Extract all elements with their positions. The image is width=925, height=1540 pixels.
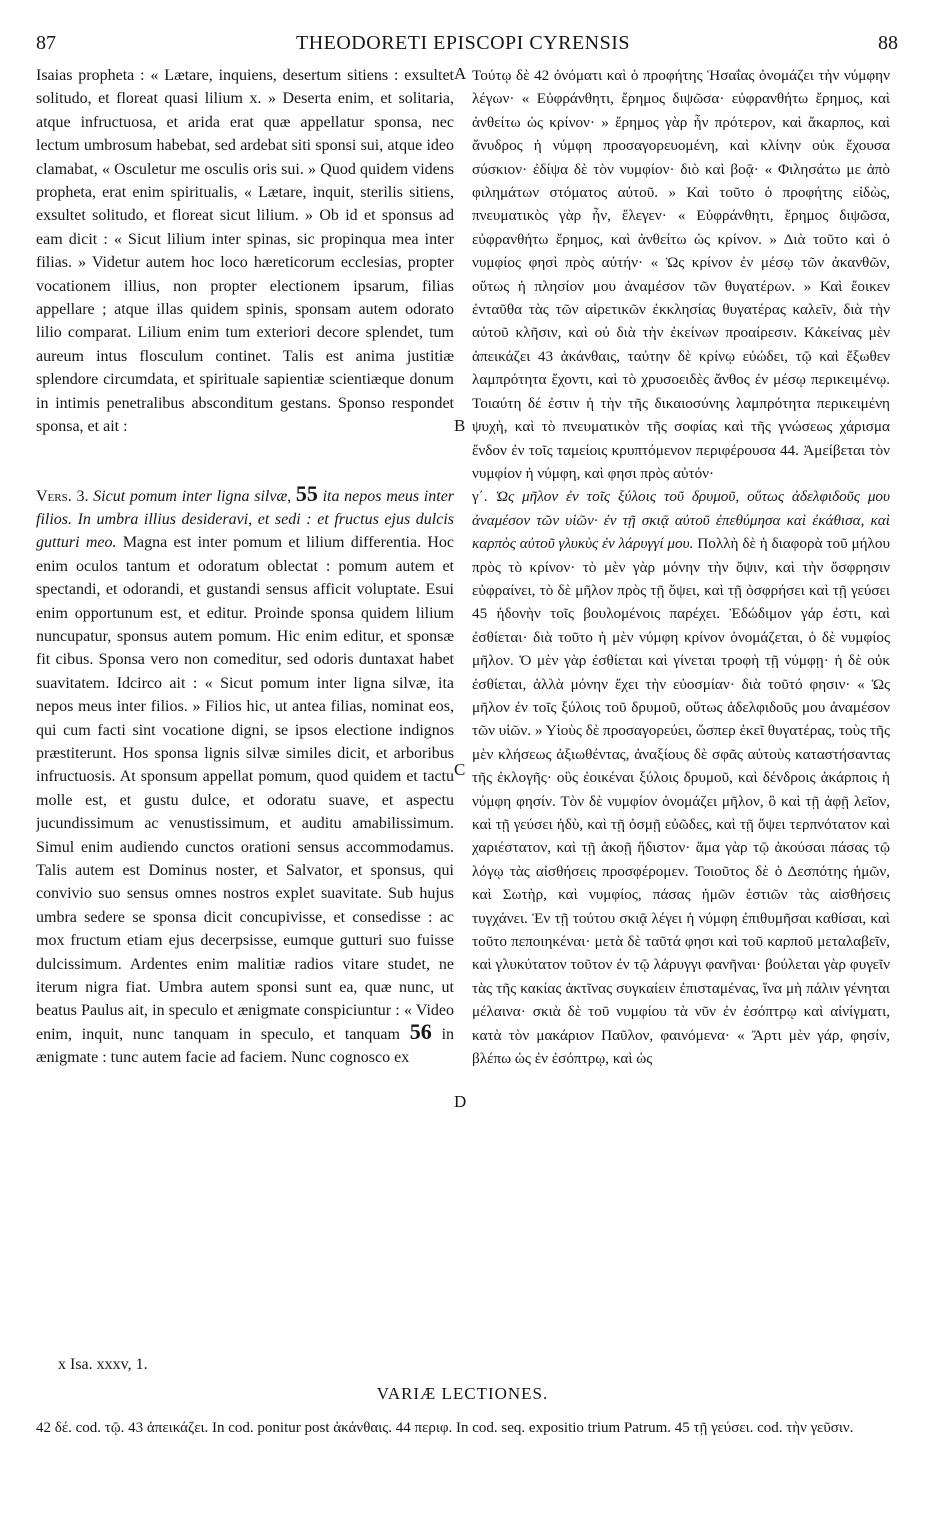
- column-number-55: 55: [295, 480, 318, 506]
- section-marker-c: C: [454, 760, 466, 779]
- running-title: THEODORETI EPISCOPI CYRENSIS: [295, 32, 631, 54]
- variae-lectiones-text: 42 δέ. cod. τῷ. 43 ἀπεικάζει. In cod. ponitur post ἀκάνθαις. 44 περιφ. In cod. seq. expositio trium Patrum. 45 τῇ γεύσει. cod. τὴν γεῦσιν.: [36, 1420, 854, 1436]
- running-header: [28, 32, 898, 62]
- section-markers: [452, 64, 472, 1354]
- greek-verse-paragraph: [472, 485, 890, 1070]
- greek-column: [472, 64, 890, 1354]
- section-marker-d: D: [454, 1092, 467, 1111]
- section-marker-b: B: [454, 416, 466, 435]
- latin-commentary-end: in ænigmate : tunc autem facie ad faciem. Nunc cognosco ex: [36, 1025, 454, 1067]
- latin-column: [36, 64, 454, 1354]
- variae-lectiones-title: VARIÆ LECTIONES.: [376, 1384, 549, 1403]
- section-marker-a: A: [454, 64, 467, 83]
- column-number-56: 56: [409, 1018, 432, 1044]
- greek-verse-label: γ΄.: [472, 488, 488, 506]
- verse-label: Vers. 3.: [36, 487, 89, 505]
- page-number-left: 87: [36, 32, 56, 54]
- greek-paragraph-1: Τούτῳ δὲ 42 ὀνόματι καὶ ὁ προφήτης Ἡσαΐας ὀνομάζει τὴν νύμφην λέγων· « Εὐφράνθητι, ἔρημος διψῶσα· εὐφρανθήτω ἔρημος, καὶ ἀνθείτω ὡς κρίνον· » ἔρημος γὰρ ἦν πρότερον, καὶ ἄκαρπος, καὶ ἄνυδρος ἡ νύμφη προσαγορευομένη, καὶ κλίνην οὐκ ἔχουσα σύσκιον· ἐδίψα δὲ τὸν νυμφίον· διὸ καὶ βοᾷ· « Φιλησάτω με ἀπὸ φιλημάτων στόματος αὐτοῦ. » Καὶ τοῦτο ὁ προφήτης εἰδὼς, πνευματικὸς γὰρ ἦν, ἔλεγεν· « Εὐφράνθητι, ἔρημος διψῶσα, εὐφρανθήτω ἔρημος, καὶ ἀνθείτω ὡς κρίνον. » Διὰ τοῦτο καὶ ὁ νυμφίος φησὶ πρὸς αὐτήν· « Ὡς κρίνον ἐν μέσῳ τῶν ἀκανθῶν, οὕτως ἡ πλησίον μου ἀναμέσον τῶν θυγατέρων. » Καὶ ἔοικεν ἐνταῦθα τὰς τῶν αἱρετικῶν ἐκκλησίας θυγατέρας καλεῖν, διὰ τὴν αὐτοῦ κλῆσιν, καὶ οὐ διὰ τὴν ἐκείνων προαίρεσιν. Κἀκείνας μὲν ἀπεικάζει 43 ἀκάνθαις, ταύτην δὲ κρίνῳ εὐώδει, τῷ καὶ ἔξωθεν λαμπρότητα ἔχοντι, καὶ τὸ χρυσοειδὲς ἄνθος ἐν μέσῳ περικειμένῳ. Τοιαύτη δέ ἐστιν ἡ τὴν τῆς δικαιοσύνης λαμπρότητα περικειμένη ψυχὴ, καὶ τὸ πνευματικὸν τῆς σοφίας καὶ τῆς γνώσεως χάρισμα ἔνδον ἐν τοῖς ταμείοις κρυπτόμενον περιφέρουσα 44. Ἀμείβεται τὸν νυμφίον ἡ νύμφη, καὶ φησι πρὸς αὐτόν·: [472, 67, 890, 482]
- verse-text: Sicut pomum inter ligna silvæ,: [93, 487, 292, 505]
- greek-verse-text: Ὡς μῆλον ἐν τοῖς ξύλοις τοῦ δρυμοῦ, οὕτως ἀδελφιδοῦς μου ἀναμέσον τῶν υἱῶν· ἐν τῇ σκιᾷ αὐτοῦ ἐπεθύμησα καὶ ἐκάθισα, καὶ καρπὸς αὐτοῦ γλυκὺς ἐν λάρυγγί μου.: [472, 488, 890, 553]
- verse-text-continued: ita nepos meus inter filios. In umbra illius desideravi, et sedi : et fructus ejus dulcis gutturi meo.: [36, 487, 454, 552]
- latin-paragraph-1: Isaias propheta : « Lætare, inquiens, desertum sitiens : exsultet solitudo, et floreat quasi lilium x. » Deserta enim, et solitaria, atque infructuosa, et arida erat quæ appellatur sponsa, nec lectum umbrosum habebat, sed ardebat siti sponsi sui, atque ideo clamabat, « Osculetur me osculis oris sui. » Quod quidem videns propheta, erat enim spiritualis, « Lætare, inquit, sterilis sitiens, exsultet solitudo, et floreat sicut lilium. » Ob id et sponsus ad eam dicit : « Sicut lilium inter spinas, sic propinqua mea inter filias. » Videtur autem hoc loco hæreticorum ecclesias, propter vocationem illius, non propter electionem ipsarum, filias appellare ; atque illas quidem spinis, sponsam autem odorato lilio comparat. Lilium enim tum exteriori decore splendet, tum aureum intus flosculum continet. Talis est anima justitiæ splendore circumdata, et spirituale sapientiæ scientiæque donum in intimis penetralibus absconditum gestans. Sponso respondet sponsa, et ait :: [36, 67, 454, 436]
- greek-commentary: Πολλὴ δὲ ἡ διαφορὰ τοῦ μήλου πρὸς τὸ κρίνον· τὸ μὲν γὰρ μόνην τὴν ὄψιν, καὶ τὴν ὄσφρησιν εὐφραίνει, τὸ δὲ μῆλον πρὸς τῇ ὄψει, καὶ τῇ ὀσφρήσει καὶ τῇ γεύσει 45 ἡδονὴν τοῖς βουλομένοις παρέχει. Ἐδώδιμον γάρ ἐστι, καὶ ἐσθίεται· διὰ τοῦτο ἡ μὲν νύμφη κρίνον ὀνομάζεται, ὁ δὲ νυμφίος μῆλον. Ὁ μὲν γὰρ ἐσθίεται καὶ γίνεται τροφὴ τῇ νύμφῃ· ἡ δὲ οὐκ ἐσθίεται, ἀλλὰ μόνην ἔχει τὴν εὐοσμίαν· διὰ τοῦτό φησιν· « Ὡς μῆλον ἐν τοῖς ξύλοις τοῦ δρυμοῦ, οὕτως ἀδελφιδοῦς μου ἀναμέσον τῶν υἱῶν. » Υἱοὺς δὲ προσαγορεύει, ὥσπερ ἐκεῖ θυγατέρας, τοὺς τῆς μὲν κλήσεως ἀξιωθέντας, ἀναξίους δὲ σφᾶς αὐτοὺς καταστήσαντας τῆς ἐκλογῆς· οὓς ἐοικέναι ξύλοις δρυμοῦ, καὶ δένδροις ἀκάρποις ἡ νύμφη φησίν. Τὸν δὲ νυμφίον ὀνομάζει μῆλον, ὃ καὶ τῇ ἀφῇ λεῖον, καὶ τῇ γεύσει ἡδὺ, καὶ τῇ ὀσμῇ εὐῶδες, καὶ τῇ ὄψει τερπνότατον καὶ χαριέστατον, καὶ τῇ ἀκοῇ ἥδιστον· ἅμα γὰρ τῷ ἀκούσαι πάσας τῷ λόγῳ τὰς αἰσθήσεις προσφέρομεν. Τοιοῦτος δὲ ὁ Δεσπότης ἡμῶν, καὶ Σωτὴρ, καὶ νυμφίος, πάσας ἡμῶν ἑστιῶν τὰς αἰσθήσεις τυγχάνει. Ἐν τῇ τούτου σκιᾷ λέγει ἡ νύμφη ἐπιθυμῆσαι καθίσαι, καὶ τοῦτο πεποιηκέναι· μετὰ δὲ ταῦτά φησι καὶ τοῦ καρποῦ μεταλαβεῖν, καὶ γλυκύτατον τοῦτον ἐν τῷ λάρυγγι φανῆναι· βούλεται γὰρ φυγεῖν τὰς τῆς κακίας ἀκτῖνας συγκαίειν ἐπισταμένας, ἵνα μὴ πάλιν γένηται μέλαινα· σκιὰ δὲ τοῦ νυμφίου τὰ νῦν ἐν ἐσόπτρῳ καὶ αἰνίγματι, κατὰ τὸν μακάριον Παῦλον, φαινόμενα· « Ἄρτι μὲν γάρ, φησίν, βλέπω ὡς ἐν ἐσόπτρῳ, καὶ ὡς: [472, 535, 890, 1068]
- latin-commentary: Magna est inter pomum et lilium differentia. Hoc enim oculos tantum et odoratum oblectat : pomum autem et spectandi, et odorandi, et gustandi sensus afficit voluptate. Esui enim opportunum est, et editur. Proinde sponsa quidem lilium nuncupatur, sponsus autem pomum. Hic enim editur, et sponsæ fit cibus. Sponsa vero non comeditur, sed odoris duntaxat habet suavitatem. Idcirco ait : « Sicut pomum inter ligna silvæ, ita nepos meus inter filios. » Filios hic, ut antea filias, nominat eos, qui cum facti sint vocatione digni, se ipsos electione indignos præstiterunt. Hos sponsa lignis silvæ similes dicit, et arboribus infructuosis. At sponsum appellat pomum, quod quidem et tactu molle est, et gustu dulce, et odoratu suave, et aspectu jucundissimum ac venustissimum, et auditu amabilissimum. Simul enim audiendo cunctos orationi sensus accommodamus. Talis autem est Dominus noster, et Salvator, et sponsus, qui convivio suo sensus omnes nostros explet suavitate. Sub hujus umbra sedere se sponsa dicit concupivisse, et consedisse : ac mox fructum etiam ejus decerpsisse, eumque gutturi suo fuisse dulcissimum. Ardentes enim malitiæ radios vitare studet, ne iterum nigra fiat. Umbra autem sponsi sunt ea, quæ nunc, ut beatus Paulus ait, in speculo et ænigmate conspiciuntur : « Video enim, inquit, nunc tanquam in speculo, et tanquam: [36, 534, 454, 1043]
- footnote: x Isa. xxxv, 1.: [58, 1356, 148, 1373]
- page-number-right: 88: [878, 32, 898, 54]
- latin-verse-paragraph: [36, 480, 454, 1070]
- column-gap: [36, 439, 454, 485]
